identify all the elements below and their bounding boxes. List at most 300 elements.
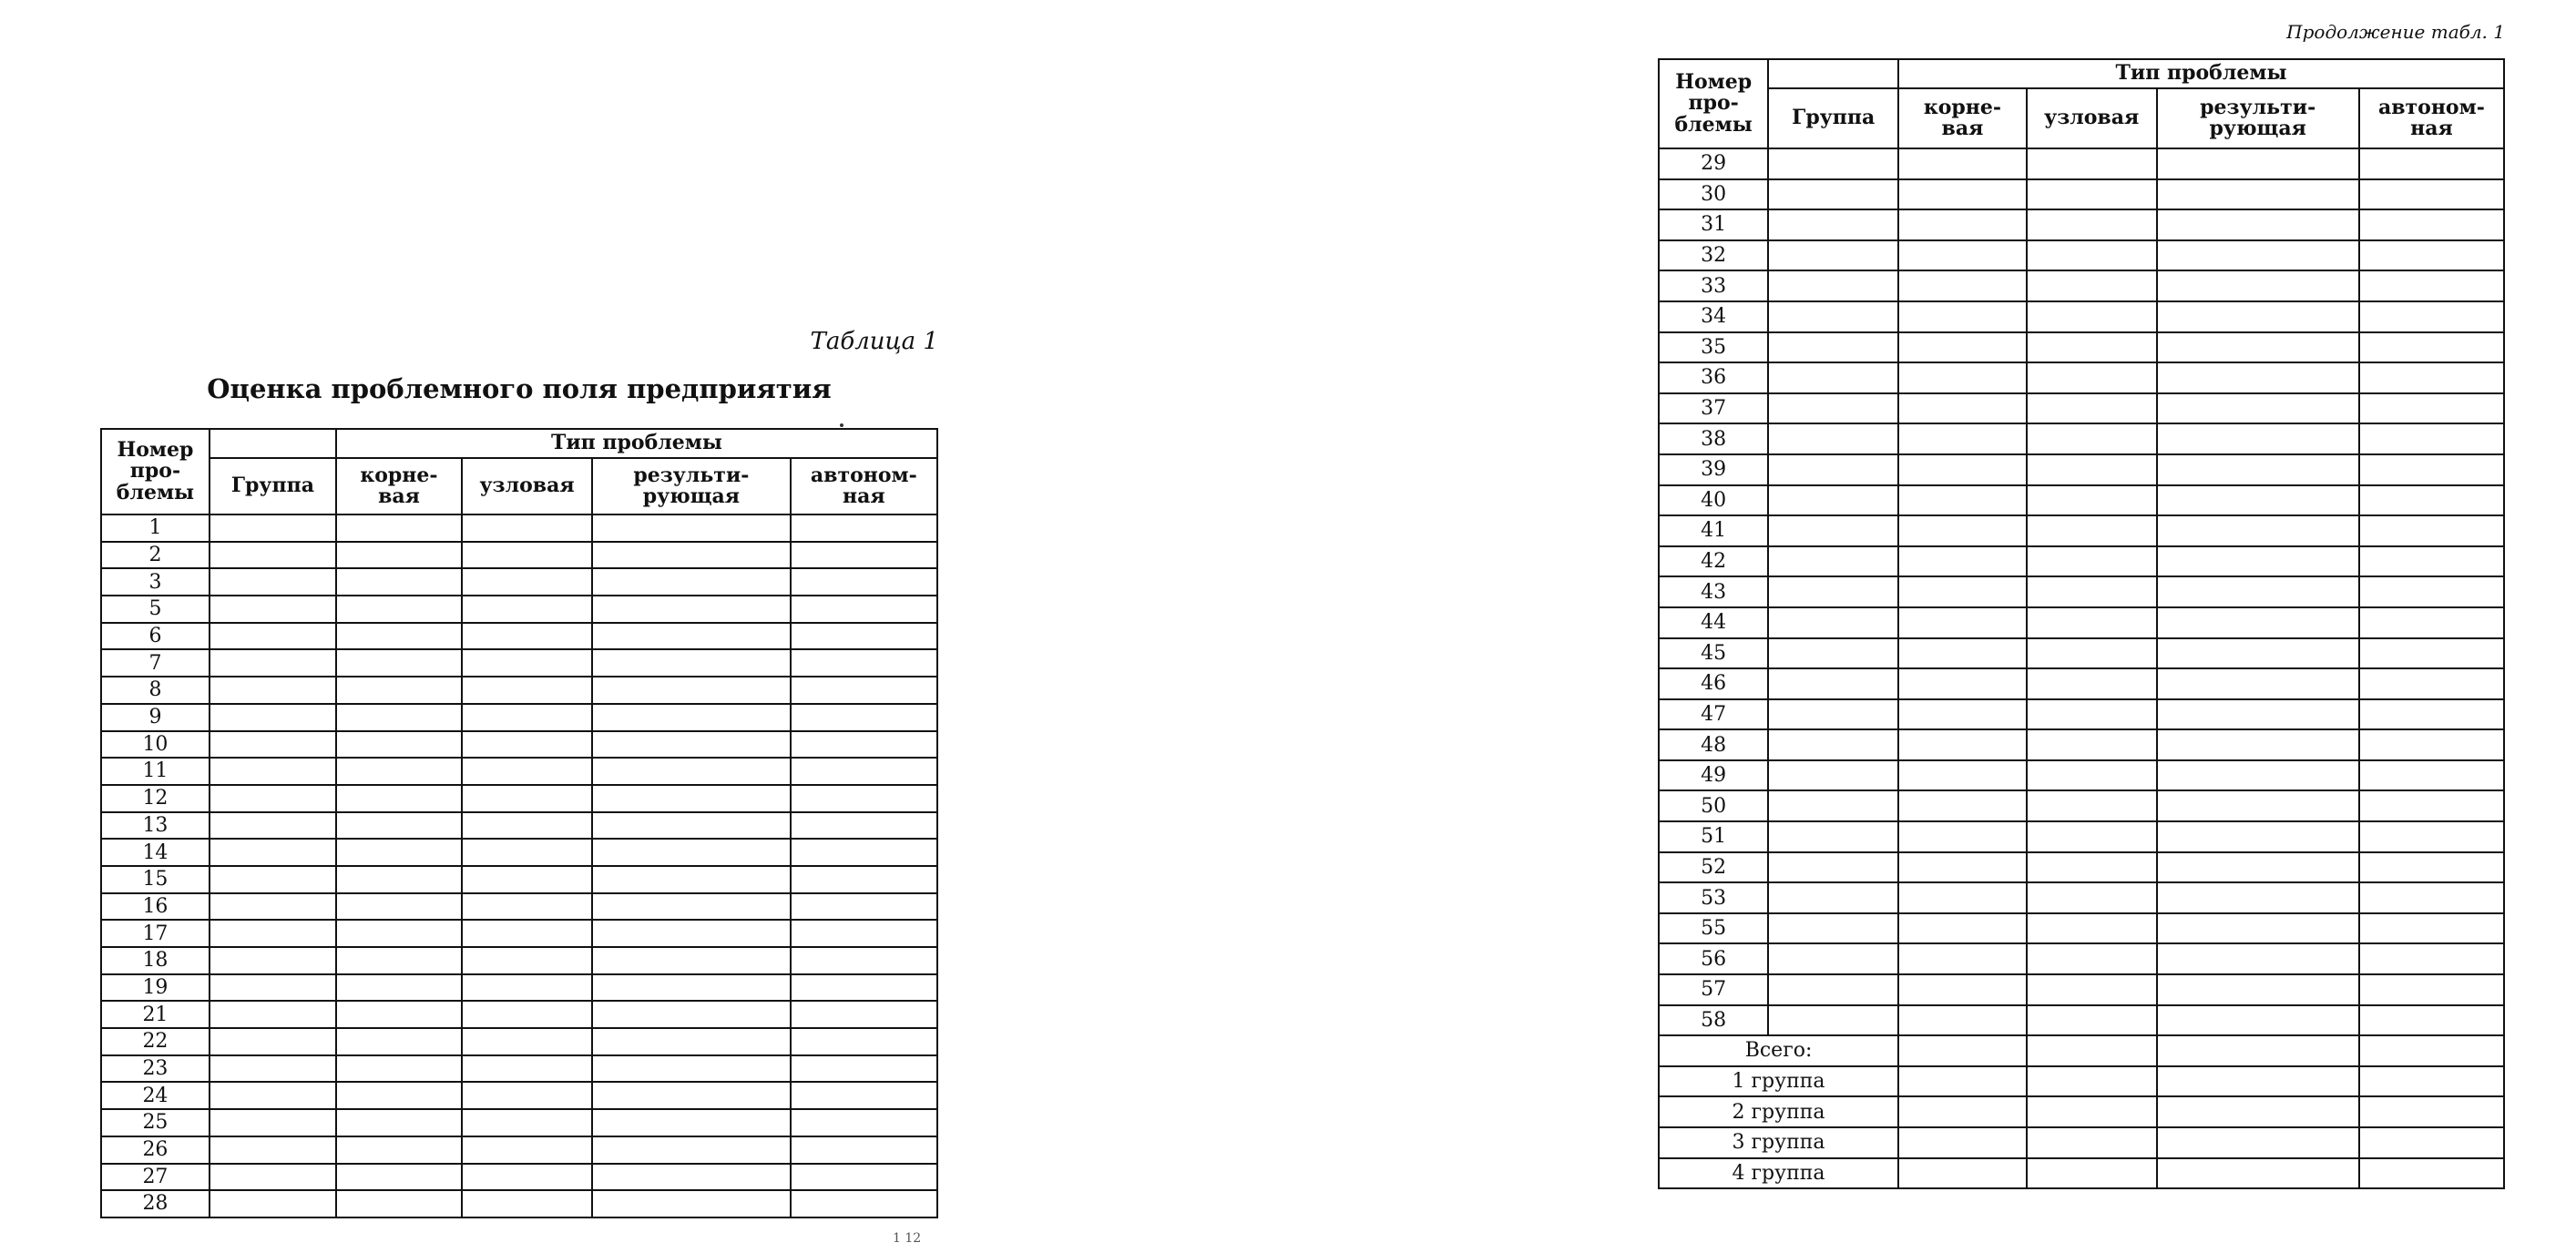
table-row	[101, 947, 937, 974]
empty-cell	[592, 758, 791, 785]
empty-cell	[791, 758, 937, 785]
table-row	[1659, 668, 2504, 699]
empty-cell	[336, 1082, 462, 1109]
table-row	[1659, 332, 2504, 363]
empty-cell	[336, 596, 462, 623]
empty-cell	[1898, 546, 2027, 577]
empty-cell	[336, 514, 462, 542]
problem-number-cell: 14	[101, 839, 210, 866]
empty-cell	[2027, 882, 2157, 913]
problem-number-cell: 22	[101, 1028, 210, 1055]
problem-number-cell: 52	[1659, 852, 1768, 883]
empty-cell	[462, 893, 592, 921]
empty-cell	[2359, 882, 2504, 913]
header-type-resulting: результи- рующая	[2157, 88, 2359, 148]
empty-cell	[791, 542, 937, 569]
table-row	[101, 974, 937, 1002]
empty-cell	[2027, 485, 2157, 516]
empty-cell	[2027, 668, 2157, 699]
table-row	[1659, 423, 2504, 454]
empty-cell	[791, 1082, 937, 1109]
empty-cell	[1898, 1096, 2027, 1127]
table-row	[101, 1164, 937, 1191]
empty-cell	[462, 1164, 592, 1191]
empty-cell	[336, 677, 462, 704]
table-row	[1659, 699, 2504, 730]
problem-number-cell: 38	[1659, 423, 1768, 454]
empty-cell	[592, 623, 791, 650]
table-row	[1659, 821, 2504, 852]
empty-cell	[592, 1109, 791, 1136]
header-type-autonomous: автоном- ная	[2359, 88, 2504, 148]
empty-cell	[1898, 882, 2027, 913]
empty-cell	[1768, 760, 1898, 791]
table-row	[1659, 362, 2504, 393]
problem-number-cell: 49	[1659, 760, 1768, 791]
table-row	[1659, 943, 2504, 974]
empty-cell	[336, 568, 462, 596]
empty-cell	[2027, 515, 2157, 546]
table-row	[101, 514, 937, 542]
empty-cell	[592, 839, 791, 866]
empty-cell	[791, 920, 937, 947]
empty-cell	[2027, 423, 2157, 454]
table-row	[101, 758, 937, 785]
empty-cell	[336, 704, 462, 731]
empty-cell	[2359, 423, 2504, 454]
empty-cell	[2359, 1035, 2504, 1066]
empty-cell	[1768, 515, 1898, 546]
empty-cell	[2027, 1066, 2157, 1097]
empty-cell	[2359, 546, 2504, 577]
page-number: 1 12	[893, 1231, 922, 1246]
empty-cell	[2027, 974, 2157, 1005]
empty-cell	[2157, 729, 2359, 760]
table-row	[1659, 179, 2504, 210]
table-title: Оценка проблемного поля предприятия	[207, 373, 832, 404]
empty-cell	[791, 596, 937, 623]
empty-cell	[791, 839, 937, 866]
empty-cell	[2359, 943, 2504, 974]
empty-cell	[2027, 393, 2157, 424]
empty-cell	[1768, 638, 1898, 669]
empty-cell	[2157, 668, 2359, 699]
problem-number-cell: 25	[101, 1109, 210, 1136]
problem-number-cell: 5	[101, 596, 210, 623]
empty-cell	[1898, 240, 2027, 271]
empty-cell	[791, 514, 937, 542]
empty-cell	[2027, 607, 2157, 638]
table-row	[101, 1028, 937, 1055]
empty-cell	[1898, 1158, 2027, 1189]
empty-cell	[462, 785, 592, 812]
empty-cell	[210, 974, 336, 1002]
empty-cell	[2157, 209, 2359, 240]
empty-cell	[2027, 1035, 2157, 1066]
empty-cell	[462, 649, 592, 677]
empty-cell	[2027, 790, 2157, 821]
empty-cell	[2359, 1127, 2504, 1158]
empty-cell	[462, 514, 592, 542]
empty-cell	[2359, 454, 2504, 485]
problem-number-cell: 57	[1659, 974, 1768, 1005]
empty-cell	[2027, 1158, 2157, 1189]
empty-cell	[462, 623, 592, 650]
table-row	[101, 866, 937, 893]
empty-cell	[1898, 943, 2027, 974]
empty-cell	[791, 704, 937, 731]
empty-cell	[210, 649, 336, 677]
table-row	[1659, 790, 2504, 821]
empty-cell	[210, 514, 336, 542]
header-blank	[1768, 59, 1898, 88]
empty-cell	[791, 974, 937, 1002]
problem-number-cell: 58	[1659, 1005, 1768, 1036]
problem-number-cell: 41	[1659, 515, 1768, 546]
empty-cell	[1768, 729, 1898, 760]
empty-cell	[336, 1109, 462, 1136]
table-row	[101, 1109, 937, 1136]
table-row	[101, 1001, 937, 1028]
table-row	[101, 839, 937, 866]
problem-number-cell: 18	[101, 947, 210, 974]
empty-cell	[210, 1028, 336, 1055]
empty-cell	[1768, 240, 1898, 271]
empty-cell	[592, 974, 791, 1002]
empty-cell	[592, 514, 791, 542]
empty-cell	[2157, 1066, 2359, 1097]
problem-number-cell: 26	[101, 1136, 210, 1164]
header-group: Группа	[210, 458, 336, 514]
totals-row	[1659, 1066, 2504, 1097]
table-row	[101, 649, 937, 677]
empty-cell	[592, 596, 791, 623]
empty-cell	[2359, 301, 2504, 332]
empty-cell	[592, 1164, 791, 1191]
empty-cell	[2027, 148, 2157, 179]
problem-number-cell: 31	[1659, 209, 1768, 240]
empty-cell	[462, 758, 592, 785]
header-group: Группа	[1768, 88, 1898, 148]
empty-cell	[2157, 332, 2359, 363]
problem-number-cell: 15	[101, 866, 210, 893]
table-row	[101, 1082, 937, 1109]
empty-cell	[1768, 179, 1898, 210]
table-row	[1659, 301, 2504, 332]
table-row	[1659, 546, 2504, 577]
empty-cell	[462, 1028, 592, 1055]
table-row	[101, 677, 937, 704]
empty-cell	[462, 1001, 592, 1028]
problem-number-cell: 8	[101, 677, 210, 704]
empty-cell	[2359, 790, 2504, 821]
empty-cell	[1898, 454, 2027, 485]
problem-number-cell: 44	[1659, 607, 1768, 638]
empty-cell	[1768, 821, 1898, 852]
empty-cell	[592, 1136, 791, 1164]
totals-row	[1659, 1158, 2504, 1189]
problem-number-cell: 6	[101, 623, 210, 650]
empty-cell	[462, 1082, 592, 1109]
empty-cell	[791, 1136, 937, 1164]
empty-cell	[1898, 1005, 2027, 1036]
problem-number-cell: 23	[101, 1055, 210, 1083]
empty-cell	[1768, 943, 1898, 974]
empty-cell	[1768, 913, 1898, 944]
empty-cell	[336, 866, 462, 893]
problem-number-cell: 11	[101, 758, 210, 785]
empty-cell	[592, 1055, 791, 1083]
empty-cell	[336, 1136, 462, 1164]
problem-number-cell: 34	[1659, 301, 1768, 332]
table-row	[101, 1190, 937, 1217]
empty-cell	[2359, 393, 2504, 424]
empty-cell	[2359, 179, 2504, 210]
empty-cell	[1898, 852, 2027, 883]
empty-cell	[791, 893, 937, 921]
empty-cell	[1768, 1005, 1898, 1036]
empty-cell	[1768, 852, 1898, 883]
empty-cell	[592, 893, 791, 921]
empty-cell	[2157, 852, 2359, 883]
empty-cell	[336, 1001, 462, 1028]
empty-cell	[1768, 882, 1898, 913]
empty-cell	[210, 812, 336, 840]
empty-cell	[2027, 454, 2157, 485]
empty-cell	[2359, 913, 2504, 944]
empty-cell	[2027, 270, 2157, 301]
empty-cell	[210, 758, 336, 785]
table-row	[101, 623, 937, 650]
empty-cell	[336, 542, 462, 569]
empty-cell	[592, 568, 791, 596]
table-row	[1659, 913, 2504, 944]
empty-cell	[336, 893, 462, 921]
empty-cell	[2157, 882, 2359, 913]
empty-cell	[2157, 485, 2359, 516]
empty-cell	[2027, 1096, 2157, 1127]
left-page	[100, 328, 938, 1218]
empty-cell	[1768, 454, 1898, 485]
empty-cell	[791, 1190, 937, 1217]
empty-cell	[1768, 974, 1898, 1005]
empty-cell	[336, 623, 462, 650]
header-type-autonomous: автоном- ная	[791, 458, 937, 514]
empty-cell	[1768, 393, 1898, 424]
totals-label: 4 группа	[1659, 1158, 1898, 1189]
totals-row	[1659, 1096, 2504, 1127]
table-row	[101, 568, 937, 596]
empty-cell	[592, 1082, 791, 1109]
empty-cell	[2359, 1096, 2504, 1127]
empty-cell	[336, 785, 462, 812]
right-page	[1658, 18, 2505, 1189]
totals-row	[1659, 1127, 2504, 1158]
empty-cell	[210, 1190, 336, 1217]
empty-cell	[592, 866, 791, 893]
empty-cell	[1768, 423, 1898, 454]
table-row	[1659, 852, 2504, 883]
problem-number-cell: 39	[1659, 454, 1768, 485]
empty-cell	[1768, 209, 1898, 240]
empty-cell	[462, 1136, 592, 1164]
empty-cell	[791, 623, 937, 650]
empty-cell	[210, 1164, 336, 1191]
empty-cell	[791, 731, 937, 759]
empty-cell	[2027, 729, 2157, 760]
empty-cell	[2157, 362, 2359, 393]
empty-cell	[2359, 821, 2504, 852]
header-problem-number: Номер про- блемы	[101, 429, 210, 514]
empty-cell	[336, 1164, 462, 1191]
empty-cell	[791, 568, 937, 596]
empty-cell	[210, 623, 336, 650]
empty-cell	[2157, 240, 2359, 271]
empty-cell	[2359, 668, 2504, 699]
empty-cell	[592, 704, 791, 731]
empty-cell	[462, 947, 592, 974]
empty-cell	[210, 1109, 336, 1136]
empty-cell	[1898, 699, 2027, 730]
empty-cell	[2027, 209, 2157, 240]
empty-cell	[2359, 607, 2504, 638]
empty-cell	[462, 1109, 592, 1136]
empty-cell	[2157, 821, 2359, 852]
empty-cell	[2157, 301, 2359, 332]
empty-cell	[2157, 638, 2359, 669]
empty-cell	[2027, 852, 2157, 883]
empty-cell	[2027, 301, 2157, 332]
header-problem-type: Тип проблемы	[336, 429, 937, 458]
header-blank	[210, 429, 336, 458]
problem-number-cell: 45	[1659, 638, 1768, 669]
problem-number-cell: 10	[101, 731, 210, 759]
empty-cell	[592, 677, 791, 704]
empty-cell	[2027, 760, 2157, 791]
empty-cell	[1768, 607, 1898, 638]
problem-number-cell: 19	[101, 974, 210, 1002]
empty-cell	[1898, 1127, 2027, 1158]
empty-cell	[336, 649, 462, 677]
empty-cell	[2157, 913, 2359, 944]
empty-cell	[462, 974, 592, 1002]
empty-cell	[791, 1028, 937, 1055]
table-row	[1659, 882, 2504, 913]
empty-cell	[210, 704, 336, 731]
problem-number-cell: 51	[1659, 821, 1768, 852]
empty-cell	[210, 947, 336, 974]
empty-cell	[1898, 209, 2027, 240]
empty-cell	[336, 1190, 462, 1217]
empty-cell	[1768, 332, 1898, 363]
empty-cell	[462, 677, 592, 704]
empty-cell	[791, 1109, 937, 1136]
empty-cell	[2157, 1035, 2359, 1066]
empty-cell	[462, 866, 592, 893]
empty-cell	[2359, 1158, 2504, 1189]
table-row	[1659, 485, 2504, 516]
table-row	[101, 812, 937, 840]
table-row	[1659, 148, 2504, 179]
table-row	[101, 785, 937, 812]
empty-cell	[1898, 423, 2027, 454]
problem-number-cell: 16	[101, 893, 210, 921]
empty-cell	[2157, 179, 2359, 210]
empty-cell	[2157, 1096, 2359, 1127]
empty-cell	[210, 1082, 336, 1109]
empty-cell	[2027, 240, 2157, 271]
empty-cell	[1898, 179, 2027, 210]
empty-cell	[1898, 362, 2027, 393]
empty-cell	[2157, 607, 2359, 638]
empty-cell	[2359, 332, 2504, 363]
empty-cell	[791, 947, 937, 974]
empty-cell	[210, 1055, 336, 1083]
empty-cell	[210, 839, 336, 866]
empty-cell	[2359, 638, 2504, 669]
empty-cell	[336, 947, 462, 974]
table-row	[101, 920, 937, 947]
empty-cell	[2359, 362, 2504, 393]
table-row	[1659, 974, 2504, 1005]
problem-number-cell: 32	[1659, 240, 1768, 271]
table-row	[101, 704, 937, 731]
problem-field-table-continued	[1658, 58, 2505, 1189]
problem-number-cell: 48	[1659, 729, 1768, 760]
empty-cell	[2359, 270, 2504, 301]
empty-cell	[1898, 913, 2027, 944]
empty-cell	[2157, 270, 2359, 301]
table-row	[1659, 638, 2504, 669]
empty-cell	[1898, 515, 2027, 546]
empty-cell	[1768, 148, 1898, 179]
empty-cell	[1768, 301, 1898, 332]
empty-cell	[462, 568, 592, 596]
empty-cell	[2359, 576, 2504, 607]
totals-label: 1 группа	[1659, 1066, 1898, 1097]
empty-cell	[2157, 1127, 2359, 1158]
problem-number-cell: 28	[101, 1190, 210, 1217]
table-row	[1659, 1005, 2504, 1036]
table-row	[101, 542, 937, 569]
totals-label: Всего:	[1659, 1035, 1898, 1066]
empty-cell	[210, 785, 336, 812]
empty-cell	[2027, 943, 2157, 974]
empty-cell	[2157, 943, 2359, 974]
empty-cell	[2027, 821, 2157, 852]
empty-cell	[2359, 240, 2504, 271]
problem-number-cell: 7	[101, 649, 210, 677]
problem-number-cell: 9	[101, 704, 210, 731]
empty-cell	[2359, 1066, 2504, 1097]
table-row	[101, 596, 937, 623]
empty-cell	[1898, 301, 2027, 332]
problem-number-cell: 46	[1659, 668, 1768, 699]
empty-cell	[1768, 790, 1898, 821]
problem-number-cell: 21	[101, 1001, 210, 1028]
empty-cell	[462, 542, 592, 569]
empty-cell	[210, 568, 336, 596]
empty-cell	[336, 812, 462, 840]
totals-row	[1659, 1035, 2504, 1066]
header-problem-number: Номер про- блемы	[1659, 59, 1768, 148]
empty-cell	[462, 1190, 592, 1217]
empty-cell	[1898, 729, 2027, 760]
empty-cell	[1768, 270, 1898, 301]
empty-cell	[2027, 546, 2157, 577]
table-number: Таблица 1	[810, 328, 938, 355]
empty-cell	[336, 731, 462, 759]
